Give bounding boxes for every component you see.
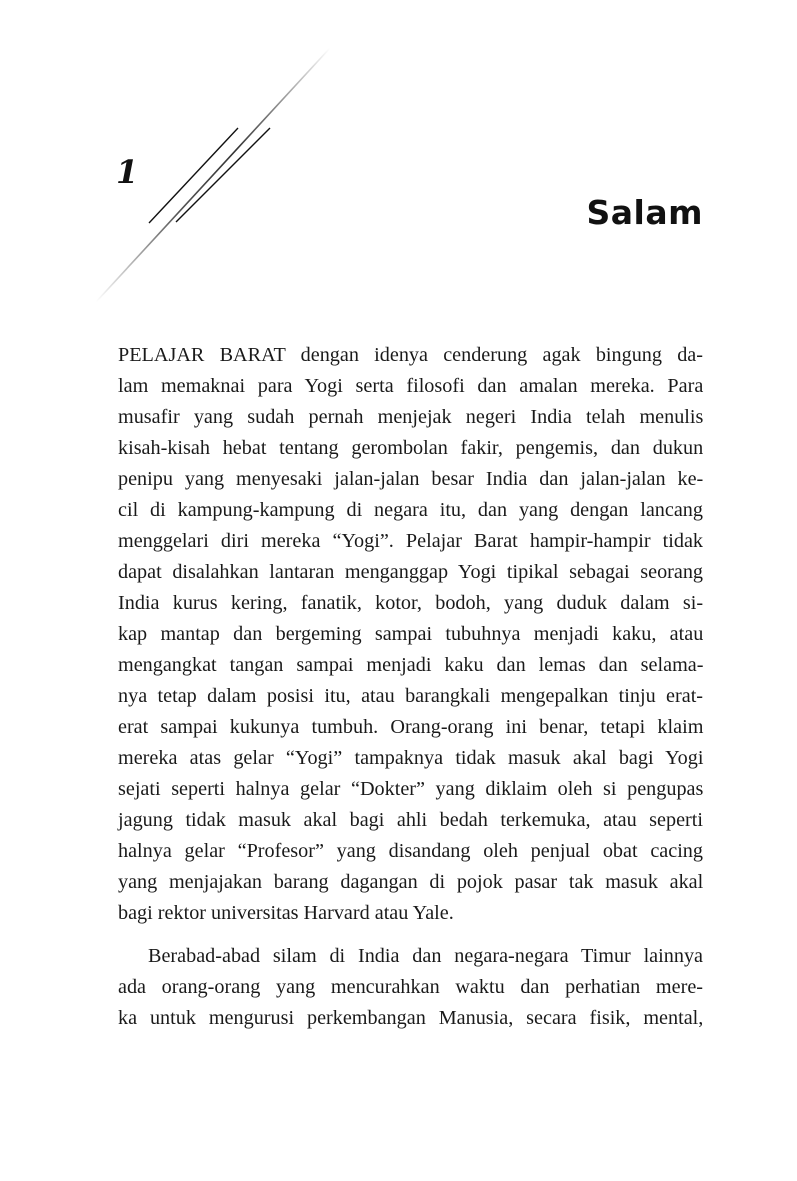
text-line: mengangkat tangan sampai menjadi kaku dan lemas dan selama- [118, 654, 704, 676]
text-line: halnya gelar “Profesor” yang disandang oleh penjual obat cacing [118, 840, 703, 862]
text-line: jagung tidak masuk akal bagi ahli bedah terkemuka, atau seperti [118, 809, 703, 831]
chapter-body [118, 340, 703, 1034]
short-diagonal-line-2 [176, 128, 270, 222]
paragraph-2 [118, 941, 703, 1034]
text-line: penipu yang menyesaki jalan-jalan besar India dan jalan-jalan ke- [118, 468, 704, 490]
text-line: bagi rektor universitas Harvard atau Yale. [118, 902, 454, 924]
chapter-title: Salam [586, 193, 703, 232]
text-line: kisah-kisah hebat tentang gerombolan fakir, pengemis, dan dukun [118, 437, 704, 459]
text-line: Berabad-abad silam di India dan negara-negara Timur lainnya [148, 945, 703, 967]
text-line: India kurus kering, fanatik, kotor, bodoh, yang duduk dalam si- [118, 592, 704, 614]
text-line: lam memaknai para Yogi serta filosofi dan amalan mereka. Para [118, 375, 704, 397]
text-line: yang menjajakan barang dagangan di pojok pasar tak masuk akal [118, 871, 704, 893]
chapter-number: 1 [116, 153, 139, 191]
short-diagonal-line-1 [149, 128, 238, 223]
text-line: ada orang-orang yang mencurahkan waktu dan perhatian mere- [118, 976, 703, 998]
text-line: nya tetap dalam posisi itu, atau barangkali mengepalkan tinju erat- [118, 685, 704, 707]
text-line: erat sampai kukunya tumbuh. Orang-orang ini benar, tetapi klaim [118, 716, 704, 738]
text-line: ka untuk mengurusi perkembangan Manusia, secara fisik, mental, [118, 1007, 704, 1029]
text-line: menggelari diri mereka “Yogi”. Pelajar Barat hampir-hampir tidak [118, 530, 703, 552]
text-line: kap mantap dan bergeming sampai tubuhnya menjadi kaku, atau [118, 623, 704, 645]
text-line: dapat disalahkan lantaran menganggap Yogi tipikal sebagai seorang [118, 561, 704, 583]
text-line: sejati seperti halnya gelar “Dokter” yang diklaim oleh si pengupas [118, 778, 704, 800]
paragraph-1 [118, 340, 703, 929]
text-line: PELAJAR BARAT dengan idenya cenderung agak bingung da- [118, 344, 703, 366]
text-line: mereka atas gelar “Yogi” tampaknya tidak masuk akal bagi Yogi [118, 747, 704, 769]
text-line: cil di kampung-kampung di negara itu, dan yang dengan lancang [118, 499, 703, 521]
text-line: musafir yang sudah pernah menjejak negeri India telah menulis [118, 406, 704, 428]
